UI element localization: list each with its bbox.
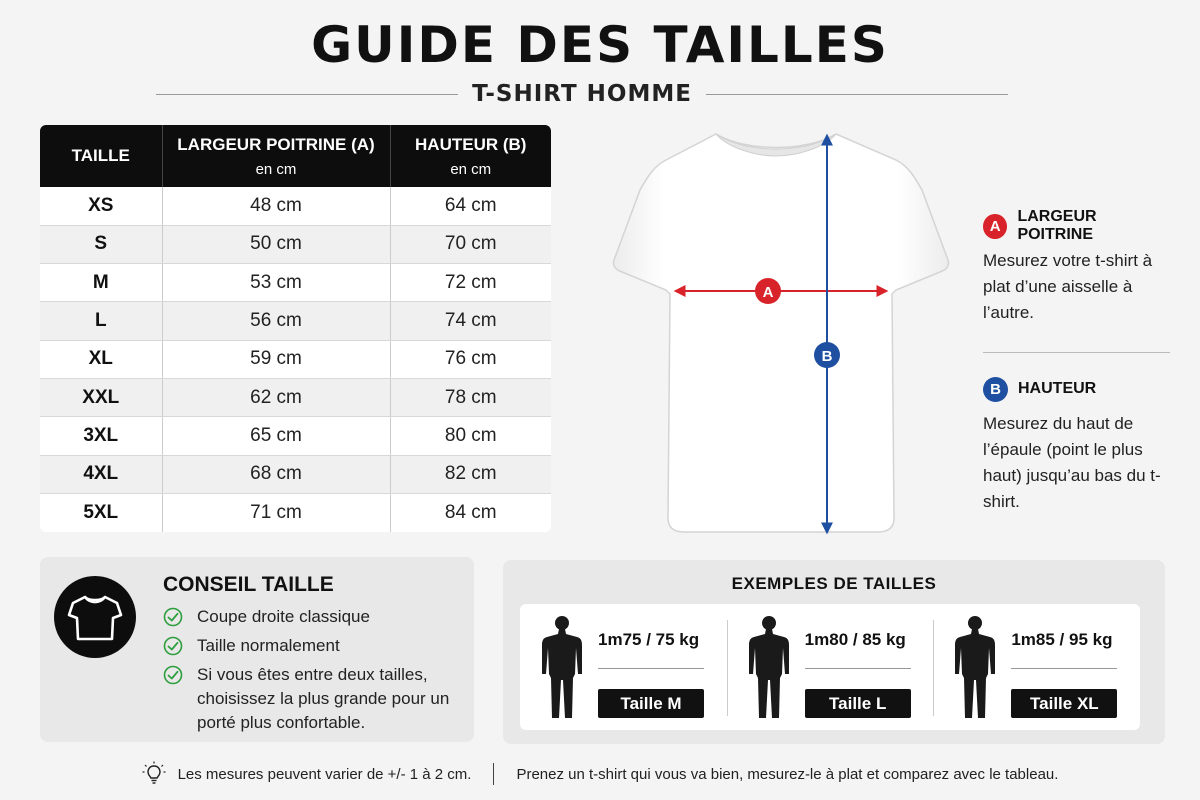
badge-a-icon: A (983, 214, 1007, 239)
size-table (40, 125, 551, 532)
height-cell: 74 cm (390, 302, 551, 340)
legend-b-header (983, 375, 1173, 403)
example-divider (1011, 668, 1117, 669)
example-measure: 1m80 / 85 kg (804, 630, 906, 649)
height-cell: 80 cm (390, 417, 551, 455)
page-subtitle: T-SHIRT HOMME (472, 81, 692, 107)
footer-divider (493, 763, 494, 785)
height-cell: 70 cm (390, 225, 551, 263)
size-cell: 5XL (40, 493, 162, 531)
footer-note-right: Prenez un t-shirt qui vous va bien, mesurez-le à plat et comparez avec le tableau. (516, 765, 1059, 783)
size-cell: S (40, 225, 162, 263)
subtitle-row (156, 80, 1008, 108)
legend-b-title: HAUTEUR (1018, 380, 1097, 397)
badge-b-icon: B (983, 377, 1008, 402)
size-advice-box (40, 557, 474, 742)
footer-note-left: Les mesures peuvent varier de +/- 1 à 2 cm. (177, 765, 472, 783)
measurement-legend (983, 208, 1173, 515)
examples-list (520, 604, 1140, 730)
size-cell: M (40, 264, 162, 302)
chest-width-cell: 50 cm (162, 225, 390, 263)
chest-width-cell: 65 cm (162, 417, 390, 455)
header-height: HAUTEUR (B) en cm (390, 125, 551, 187)
header-size: TAILLE (40, 125, 162, 187)
advice-item: Taille normalement (163, 634, 463, 658)
check-icon (163, 636, 183, 656)
table-header-row (40, 125, 551, 187)
size-examples-box (503, 560, 1165, 744)
chest-width-cell: 59 cm (162, 340, 390, 378)
example-measure: 1m75 / 75 kg (598, 630, 700, 649)
legend-a-header (983, 208, 1173, 243)
example-card (727, 604, 934, 730)
chest-width-cell: 48 cm (162, 187, 390, 225)
chest-width-cell: 56 cm (162, 302, 390, 340)
chest-width-cell: 68 cm (162, 455, 390, 493)
table-row (40, 340, 551, 378)
size-cell: L (40, 302, 162, 340)
height-cell: 82 cm (390, 455, 551, 493)
advice-list (163, 605, 463, 740)
legend-a-title: LARGEUR POITRINE (1017, 208, 1097, 243)
tshirt-shape (613, 134, 948, 532)
divider-right (706, 94, 1008, 95)
chest-width-cell: 53 cm (162, 264, 390, 302)
height-cell: 72 cm (390, 264, 551, 302)
table-row (40, 417, 551, 455)
badge-a-text: A (762, 284, 774, 301)
table-row (40, 225, 551, 263)
legend-b-text: Mesurez du haut de l’épaule (point le plus haut) jusqu’au bas du t-shirt. (983, 414, 1161, 511)
height-cell: 84 cm (444, 501, 497, 523)
footer-notes (0, 760, 1200, 788)
chest-width-cell: 62 cm (162, 378, 390, 416)
header-chest-width: LARGEUR POITRINE (A) en cm (162, 125, 390, 187)
table-row (40, 455, 551, 493)
example-divider (805, 668, 911, 669)
lightbulb-icon (142, 761, 166, 787)
badge-b-text: B (821, 348, 833, 365)
legend-a-text: Mesurez votre t-shirt à plat d’une aisselle à l’autre. (983, 251, 1153, 322)
size-cell: XS (40, 187, 162, 225)
person-silhouette-icon (538, 614, 586, 722)
table-row (40, 264, 551, 302)
examples-title: EXEMPLES DE TAILLES (731, 574, 937, 593)
size-cell: 3XL (40, 417, 162, 455)
height-cell: 76 cm (390, 340, 551, 378)
table-row (40, 493, 551, 531)
tshirt-icon (54, 576, 136, 658)
example-size-badge: Taille XL (1011, 689, 1117, 718)
check-icon (163, 665, 183, 685)
table-row (40, 187, 551, 225)
table-row (40, 378, 551, 416)
size-cell: 4XL (40, 455, 162, 493)
divider-left (156, 94, 458, 95)
legend-divider (983, 352, 1170, 353)
person-silhouette-icon (951, 614, 999, 722)
check-icon (163, 607, 183, 627)
example-size-badge: Taille L (805, 689, 911, 718)
advice-title: CONSEIL TAILLE (163, 573, 334, 596)
advice-item: Si vous êtes entre deux tailles, choisissez la plus grande pour un porté plus confortable. (163, 663, 463, 735)
page-title: GUIDE DES TAILLES (311, 16, 889, 74)
example-card (520, 604, 727, 730)
example-card (933, 604, 1140, 730)
example-size-badge: Taille M (598, 689, 704, 718)
example-measure: 1m85 / 95 kg (1011, 630, 1113, 649)
tshirt-diagram (596, 124, 966, 544)
chest-width-cell: 71 cm (162, 493, 390, 531)
example-divider (598, 668, 704, 669)
person-silhouette-icon (745, 614, 793, 722)
size-cell: XL (40, 340, 162, 378)
height-cell: 64 cm (390, 187, 551, 225)
advice-item: Coupe droite classique (163, 605, 463, 629)
size-cell: XXL (40, 378, 162, 416)
table-row (40, 302, 551, 340)
height-cell: 78 cm (390, 378, 551, 416)
